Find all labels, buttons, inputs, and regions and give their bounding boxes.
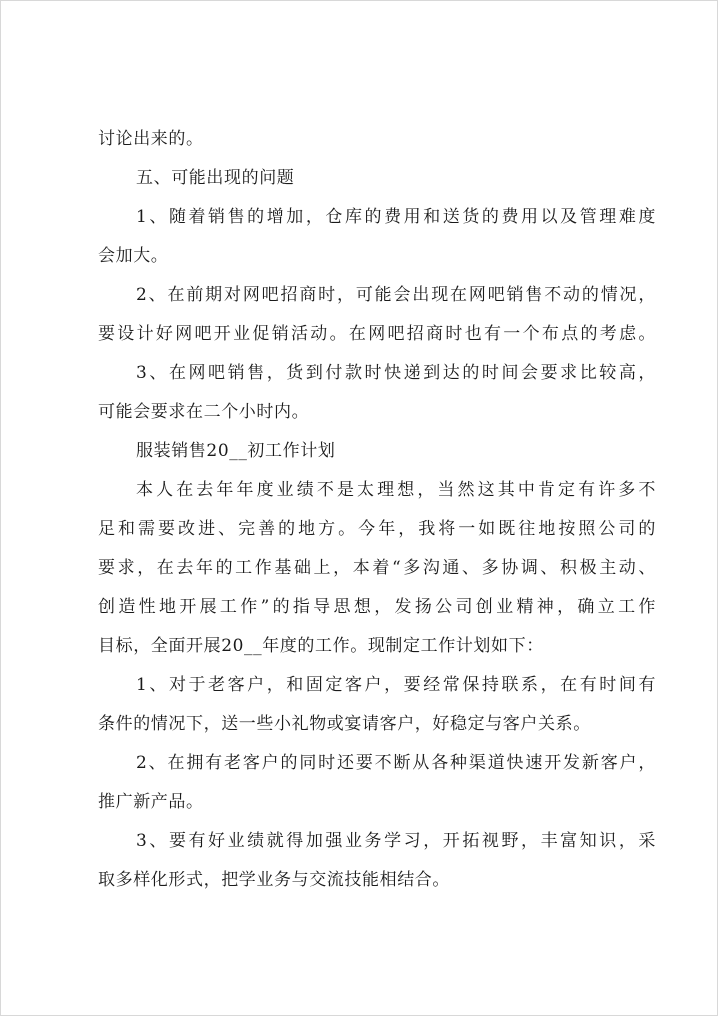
text-line: 足和需要改进、完善的地方。今年，我将一如既往地按照公司的 (98, 519, 656, 539)
text-line: 推广新产品。 (98, 792, 204, 812)
section-heading: 五、可能出现的问题 (136, 168, 295, 188)
text-line: 条件的情况下，送一些小礼物或宴请客户，好稳定与客户关系。 (98, 714, 591, 734)
text-line: 1、对于老客户，和固定客户，要经常保持联系，在有时间有 (136, 675, 656, 695)
text-line: 2、在拥有老客户的同时还要不断从各种渠道快速开发新客户， (136, 753, 656, 773)
text-line: 1、随着销售的增加，仓库的费用和送货的费用以及管理难度 (136, 207, 656, 227)
section-heading: 服装销售20__初工作计划 (136, 441, 336, 461)
document-body (98, 129, 658, 890)
text-line: 2、在前期对网吧招商时，可能会出现在网吧销售不动的情况， (136, 285, 656, 305)
text-line: 要求，在去年的工作基础上，本着“多沟通、多协调、积极主动、 (98, 558, 656, 578)
text-line: 可能会要求在二个小时内。 (98, 402, 310, 422)
text-line: 会加大。 (98, 246, 169, 266)
text-line: 3、在网吧销售，货到付款时快递到达的时间会要求比较高， (136, 363, 656, 383)
text-line: 创造性地开展工作”的指导思想，发扬公司创业精神，确立工作 (98, 597, 656, 617)
text-line: 本人在去年年度业绩不是太理想，当然这其中肯定有许多不 (136, 480, 656, 500)
text-line: 3、要有好业绩就得加强业务学习，开拓视野，丰富知识，采 (136, 831, 656, 851)
text-line: 讨论出来的。 (98, 129, 204, 149)
text-line: 目标，全面开展20__年度的工作。现制定工作计划如下： (98, 636, 544, 656)
text-line: 取多样化形式，把学业务与交流技能相结合。 (98, 870, 450, 890)
text-line: 要设计好网吧开业促销活动。在网吧招商时也有一个布点的考虑。 (98, 324, 656, 344)
